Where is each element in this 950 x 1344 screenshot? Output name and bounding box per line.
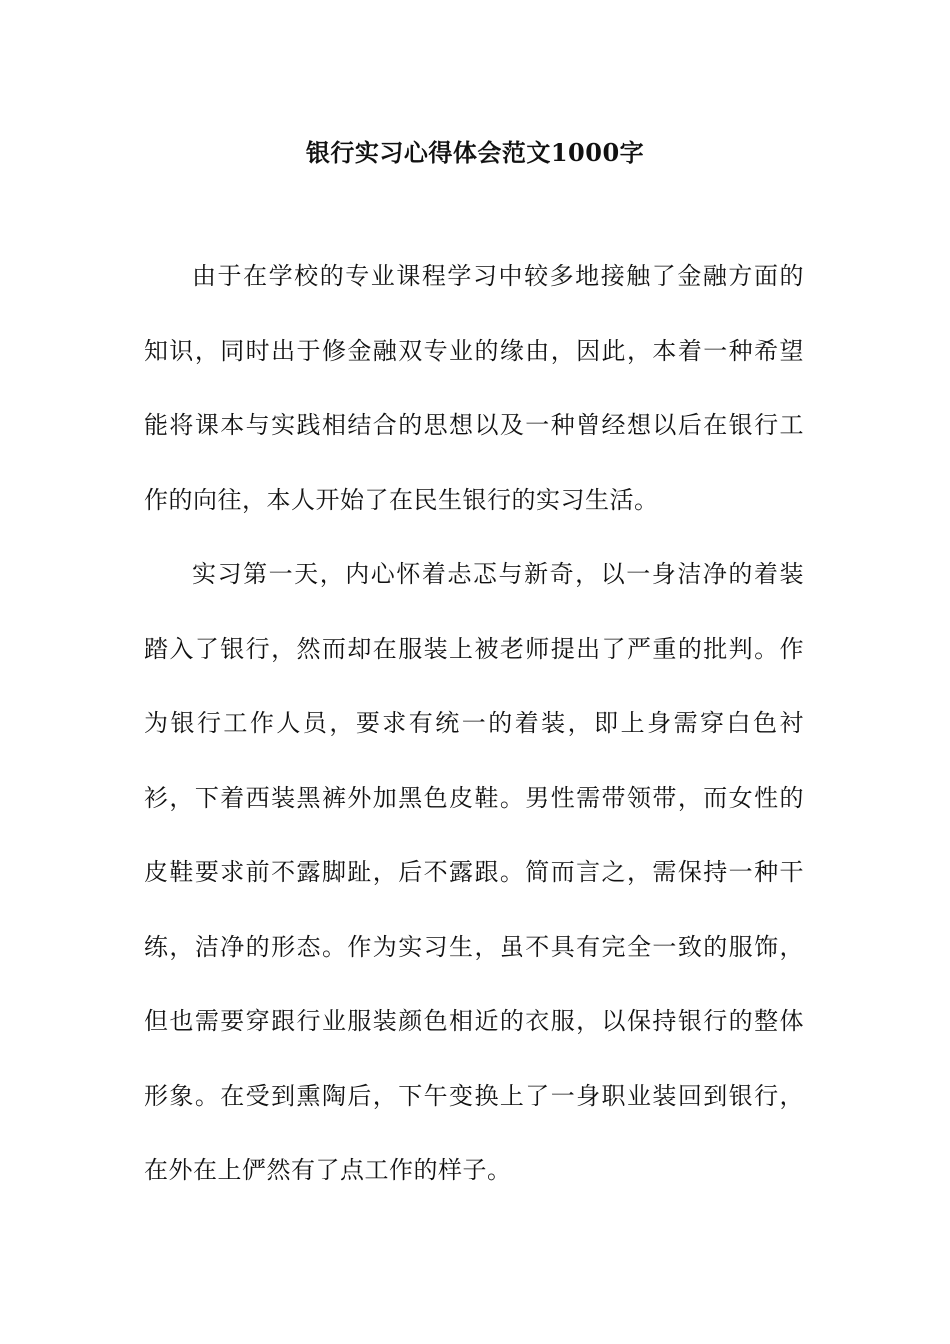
document-body (144, 239, 804, 1208)
document-title: 银行实习心得体会范文1000字 (305, 138, 645, 167)
paragraph-1: 由于在学校的专业课程学习中较多地接触了金融方面的知识，同时出于修金融双专业的缘由，因此，本着一种希望能将课本与实践相结合的思想以及一种曾经想以后在银行工作的向往，本人开始了在民生银行的实习生活。 (144, 262, 804, 514)
paragraph-2: 实习第一天，内心怀着忐忑与新奇，以一身洁净的着装踏入了银行，然而却在服装上被老师提出了严重的批判。作为银行工作人员，要求有统一的着装，即上身需穿白色衬衫，下着西装黑裤外加黑色皮鞋。男性需带领带，而女性的皮鞋要求前不露脚趾，后不露跟。简而言之，需保持一种干练，洁净的形态。作为实习生，虽不具有完全一致的服饰，但也需要穿跟行业服装颜色相近的衣服，以保持银行的整体形象。在受到熏陶后，下午变换上了一身职业装回到银行，在外在上俨然有了点工作的样子。 (144, 560, 804, 1184)
